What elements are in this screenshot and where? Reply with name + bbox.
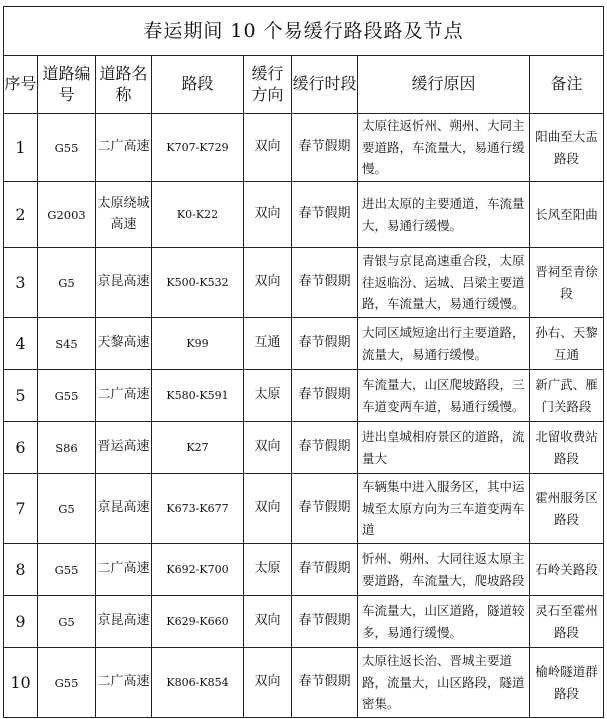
cell-direction: 双向 [244,422,292,474]
cell-name: 天黎高速 [96,318,152,370]
header-name: 道路名称 [96,56,152,114]
cell-reason: 忻州、朔州、大同往返太原主要道路，车流量大，爬坡路段 [358,544,530,596]
header-period: 缓行时段 [292,56,358,114]
cell-name: 太原绕城高速 [96,182,152,248]
cell-period: 春节假期 [292,248,358,318]
table-row [4,182,604,248]
table-row [4,474,604,544]
cell-no: 7 [4,474,38,544]
cell-name: 二广高速 [96,648,152,718]
table-row [4,318,604,370]
table-row [4,248,604,318]
cell-name: 二广高速 [96,544,152,596]
cell-reason: 车流量大，山区爬坡路段，三车道变两车道，易通行缓慢。 [358,370,530,422]
cell-direction: 双向 [244,596,292,648]
cell-direction: 互通 [244,318,292,370]
header-reason: 缓行原因 [358,56,530,114]
header-code: 道路编号 [38,56,96,114]
table-row [4,114,604,182]
cell-reason: 青银与京昆高速重合段，太原往返临汾、运城、吕梁主要道路，车流量大，易通行缓慢。 [358,248,530,318]
cell-direction: 双向 [244,648,292,718]
congestion-table [3,6,604,718]
document-page [3,6,603,718]
cell-code: G55 [38,648,96,718]
cell-no: 5 [4,370,38,422]
cell-name: 二广高速 [96,370,152,422]
cell-no: 9 [4,596,38,648]
cell-segment: K500-K532 [152,248,244,318]
cell-code: G55 [38,114,96,182]
cell-reason: 进出太原的主要通道，车流量大，易通行缓慢。 [358,182,530,248]
header-note: 备注 [530,56,604,114]
cell-code: G55 [38,544,96,596]
cell-period: 春节假期 [292,318,358,370]
table-row [4,648,604,718]
cell-segment: K806-K854 [152,648,244,718]
cell-no: 4 [4,318,38,370]
cell-segment: K692-K700 [152,544,244,596]
cell-segment: K707-K729 [152,114,244,182]
cell-direction: 太原 [244,370,292,422]
cell-code: G5 [38,596,96,648]
cell-name: 京昆高速 [96,248,152,318]
table-row [4,370,604,422]
cell-note: 榆岭隧道群路段 [530,648,604,718]
cell-reason: 大同区域短途出行主要道路，流量大，易通行缓慢。 [358,318,530,370]
cell-code: G2003 [38,182,96,248]
cell-period: 春节假期 [292,370,358,422]
cell-period: 春节假期 [292,544,358,596]
cell-period: 春节假期 [292,114,358,182]
cell-direction: 双向 [244,248,292,318]
cell-code: S86 [38,422,96,474]
table-title: 春运期间 10 个易缓行路段路及节点 [4,7,604,56]
cell-reason: 车辆集中进入服务区，其中运城至太原方向为三车道变两车道 [358,474,530,544]
table-row [4,596,604,648]
cell-note: 新广武、雁门关路段 [530,370,604,422]
cell-period: 春节假期 [292,596,358,648]
cell-name: 二广高速 [96,114,152,182]
cell-name: 晋运高速 [96,422,152,474]
cell-code: G55 [38,370,96,422]
cell-name: 京昆高速 [96,474,152,544]
cell-no: 2 [4,182,38,248]
table-row [4,544,604,596]
cell-reason: 太原往返忻州、朔州、大同主要道路，车流量大，易通行缓慢。 [358,114,530,182]
cell-direction: 双向 [244,114,292,182]
cell-no: 8 [4,544,38,596]
cell-direction: 太原 [244,544,292,596]
cell-period: 春节假期 [292,648,358,718]
cell-note: 长风至阳曲 [530,182,604,248]
cell-code: G5 [38,248,96,318]
header-direction: 缓行方向 [244,56,292,114]
cell-no: 10 [4,648,38,718]
header-segment: 路段 [152,56,244,114]
cell-reason: 进出皇城相府景区的道路，流量大 [358,422,530,474]
cell-direction: 双向 [244,182,292,248]
cell-reason: 车流量大，山区道路，隧道较多，易通行缓慢。 [358,596,530,648]
cell-segment: K629-K660 [152,596,244,648]
cell-code: G5 [38,474,96,544]
cell-name: 京昆高速 [96,596,152,648]
cell-segment: K99 [152,318,244,370]
cell-note: 霍州服务区路段 [530,474,604,544]
cell-period: 春节假期 [292,474,358,544]
cell-reason: 太原往返长治、晋城主要道路，流量大，山区路段，隧道密集。 [358,648,530,718]
cell-segment: K27 [152,422,244,474]
cell-period: 春节假期 [292,422,358,474]
cell-no: 1 [4,114,38,182]
header-no: 序号 [4,56,38,114]
cell-note: 晋祠至青徐段 [530,248,604,318]
cell-note: 阳曲至大盂路段 [530,114,604,182]
cell-note: 石岭关路段 [530,544,604,596]
header-row [4,56,604,114]
cell-segment: K580-K591 [152,370,244,422]
cell-direction: 双向 [244,474,292,544]
table-row [4,422,604,474]
cell-no: 3 [4,248,38,318]
cell-note: 灵石至霍州路段 [530,596,604,648]
cell-note: 孙右、天黎互通 [530,318,604,370]
cell-note: 北留收费站路段 [530,422,604,474]
cell-segment: K0-K22 [152,182,244,248]
cell-period: 春节假期 [292,182,358,248]
cell-code: S45 [38,318,96,370]
cell-segment: K673-K677 [152,474,244,544]
cell-no: 6 [4,422,38,474]
